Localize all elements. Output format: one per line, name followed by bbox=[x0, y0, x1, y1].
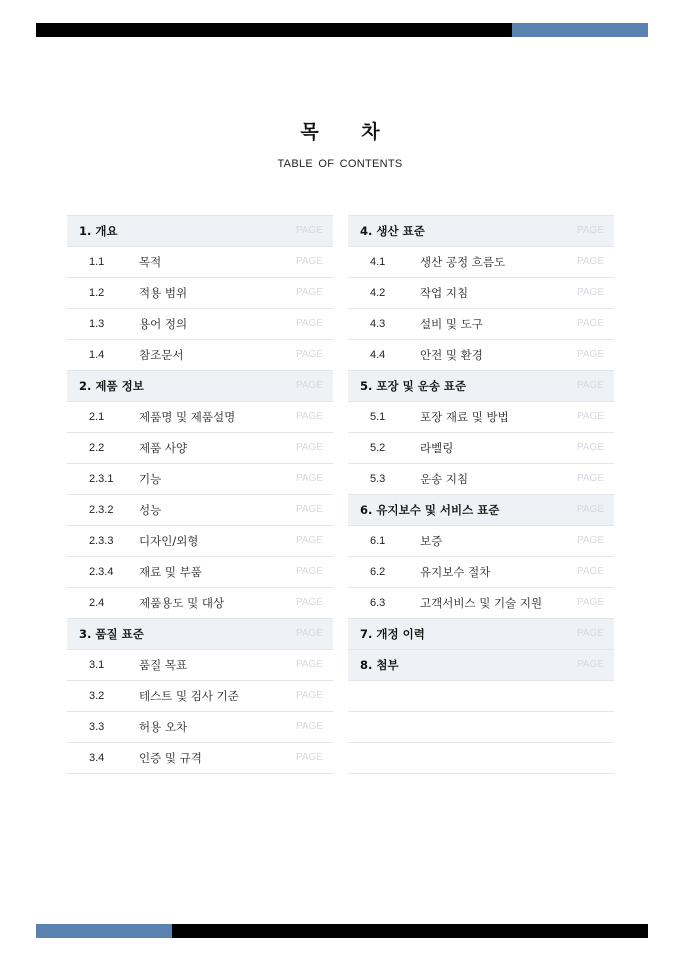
toc-section-title: 7. 개정 이력 bbox=[360, 627, 425, 641]
toc-section-row[interactable] bbox=[348, 495, 614, 526]
toc-page-placeholder: PAGE bbox=[576, 535, 604, 546]
toc-entry-number: 2.4 bbox=[89, 597, 105, 609]
toc-page-placeholder: PAGE bbox=[295, 287, 323, 298]
toc-page-placeholder: PAGE bbox=[576, 504, 604, 515]
toc-entry-number: 3.3 bbox=[89, 721, 105, 733]
toc-entry-title: 품질 목표 bbox=[139, 658, 188, 672]
toc-entry-number: 3.4 bbox=[89, 752, 105, 764]
toc-page-placeholder: PAGE bbox=[576, 318, 604, 329]
toc-page-placeholder: PAGE bbox=[295, 690, 323, 701]
toc-page-placeholder: PAGE bbox=[576, 659, 604, 670]
toc-entry-row[interactable] bbox=[67, 433, 333, 464]
toc-page-placeholder: PAGE bbox=[295, 473, 323, 484]
toc-entry-number: 2.1 bbox=[89, 411, 105, 423]
toc-entry-title: 생산 공정 흐름도 bbox=[420, 255, 506, 269]
toc-page-placeholder: PAGE bbox=[295, 380, 323, 391]
toc-entry-row[interactable] bbox=[67, 247, 333, 278]
toc-section-row[interactable] bbox=[348, 215, 614, 247]
toc-page-placeholder: PAGE bbox=[295, 349, 323, 360]
toc-section-row[interactable] bbox=[67, 215, 333, 247]
toc-section-title: 2. 제품 정보 bbox=[79, 379, 144, 393]
toc-page-placeholder: PAGE bbox=[576, 411, 604, 422]
toc-entry-number: 2.2 bbox=[89, 442, 105, 454]
toc-entry-row[interactable] bbox=[67, 340, 333, 371]
toc-entry-number: 6.1 bbox=[370, 535, 386, 547]
toc-page-placeholder: PAGE bbox=[295, 442, 323, 453]
toc-entry-number: 4.4 bbox=[370, 349, 386, 361]
toc-entry-number: 4.1 bbox=[370, 256, 386, 268]
footer-bar-black bbox=[172, 924, 648, 938]
toc-entry-title: 제품용도 및 대상 bbox=[139, 596, 225, 610]
toc-page-placeholder: PAGE bbox=[295, 566, 323, 577]
toc-entry-number: 1.4 bbox=[89, 349, 105, 361]
toc-entry-title: 성능 bbox=[139, 503, 162, 517]
toc-page-placeholder: PAGE bbox=[295, 318, 323, 329]
header-bar-blue bbox=[512, 23, 648, 37]
toc-entry-number: 2.3.2 bbox=[89, 504, 114, 516]
toc-section-row[interactable] bbox=[348, 619, 614, 650]
toc-section-row[interactable] bbox=[67, 619, 333, 650]
footer-bar-blue bbox=[36, 924, 172, 938]
toc-entry-title: 제품명 및 제품설명 bbox=[139, 410, 236, 424]
toc-page-placeholder: PAGE bbox=[576, 566, 604, 577]
toc-right-column bbox=[348, 215, 614, 774]
toc-entry-number: 1.2 bbox=[89, 287, 105, 299]
toc-entry-row[interactable] bbox=[67, 681, 333, 712]
toc-entry-number: 2.3.3 bbox=[89, 535, 114, 547]
toc-entry-row[interactable] bbox=[67, 743, 333, 774]
toc-empty-row bbox=[348, 743, 614, 774]
toc-entry-number: 1.1 bbox=[89, 256, 105, 268]
page-subtitle: TABLE OF CONTENTS bbox=[277, 158, 403, 170]
toc-entry-row[interactable] bbox=[67, 278, 333, 309]
toc-empty-row bbox=[348, 681, 614, 712]
toc-section-row[interactable] bbox=[67, 371, 333, 402]
toc-entry-row[interactable] bbox=[67, 464, 333, 495]
toc-entry-row[interactable] bbox=[348, 278, 614, 309]
toc-entry-title: 목적 bbox=[139, 255, 162, 269]
toc-page-placeholder: PAGE bbox=[295, 721, 323, 732]
toc-page-placeholder: PAGE bbox=[295, 225, 323, 236]
toc-entry-row[interactable] bbox=[348, 526, 614, 557]
toc-entry-title: 적용 범위 bbox=[139, 286, 188, 300]
toc-entry-title: 작업 지침 bbox=[420, 286, 469, 300]
toc-page-placeholder: PAGE bbox=[295, 752, 323, 763]
toc-left-column bbox=[67, 215, 333, 774]
header-bar-black bbox=[36, 23, 512, 37]
toc-empty-row bbox=[348, 712, 614, 743]
toc-entry-number: 3.1 bbox=[89, 659, 105, 671]
toc-entry-title: 참조문서 bbox=[139, 348, 184, 362]
toc-entry-row[interactable] bbox=[67, 402, 333, 433]
toc-entry-number: 4.2 bbox=[370, 287, 386, 299]
toc-section-row[interactable] bbox=[348, 371, 614, 402]
toc-page-placeholder: PAGE bbox=[576, 225, 604, 236]
toc-page-placeholder: PAGE bbox=[295, 659, 323, 670]
toc-section-title: 8. 첨부 bbox=[360, 658, 399, 672]
toc-entry-title: 설비 및 도구 bbox=[420, 317, 483, 331]
toc-entry-row[interactable] bbox=[67, 588, 333, 619]
page-title: 목 차 bbox=[300, 121, 398, 143]
toc-entry-row[interactable] bbox=[348, 464, 614, 495]
toc-entry-title: 테스트 및 검사 기준 bbox=[139, 689, 239, 703]
toc-entry-row[interactable] bbox=[67, 309, 333, 340]
toc-page-placeholder: PAGE bbox=[295, 535, 323, 546]
toc-section-title: 4. 생산 표준 bbox=[360, 224, 425, 238]
toc-page-placeholder: PAGE bbox=[295, 504, 323, 515]
toc-entry-number: 2.3.1 bbox=[89, 473, 114, 485]
toc-entry-number: 5.1 bbox=[370, 411, 386, 423]
toc-entry-number: 5.3 bbox=[370, 473, 386, 485]
toc-section-title: 6. 유지보수 및 서비스 표준 bbox=[360, 503, 500, 517]
toc-entry-title: 디자인/외형 bbox=[139, 534, 199, 548]
toc-entry-number: 6.3 bbox=[370, 597, 386, 609]
toc-entry-number: 4.3 bbox=[370, 318, 386, 330]
toc-entry-row[interactable] bbox=[67, 557, 333, 588]
toc-entry-number: 5.2 bbox=[370, 442, 386, 454]
toc-page-placeholder: PAGE bbox=[576, 380, 604, 391]
toc-entry-title: 보증 bbox=[420, 534, 443, 548]
toc-entry-title: 인증 및 규격 bbox=[139, 751, 202, 765]
toc-entry-title: 유지보수 절차 bbox=[420, 565, 491, 579]
toc-section-row[interactable] bbox=[348, 650, 614, 681]
toc-entry-number: 2.3.4 bbox=[89, 566, 114, 578]
toc-page-placeholder: PAGE bbox=[576, 349, 604, 360]
toc-entry-row[interactable] bbox=[67, 526, 333, 557]
toc-page-placeholder: PAGE bbox=[576, 256, 604, 267]
toc-entry-row[interactable] bbox=[67, 495, 333, 526]
toc-entry-title: 포장 재료 및 방법 bbox=[420, 410, 509, 424]
toc-entry-number: 6.2 bbox=[370, 566, 386, 578]
toc-page-placeholder: PAGE bbox=[576, 473, 604, 484]
toc-entry-row[interactable] bbox=[67, 650, 333, 681]
toc-page-placeholder: PAGE bbox=[576, 442, 604, 453]
toc-entry-title: 재료 및 부품 bbox=[139, 565, 202, 579]
toc-entry-title: 고객서비스 및 기술 지원 bbox=[420, 596, 543, 610]
toc-page-placeholder: PAGE bbox=[295, 256, 323, 267]
toc-entry-row[interactable] bbox=[348, 433, 614, 464]
toc-entry-number: 1.3 bbox=[89, 318, 105, 330]
toc-entry-title: 운송 지침 bbox=[420, 472, 469, 486]
toc-section-title: 3. 품질 표준 bbox=[79, 627, 144, 641]
toc-entry-title: 라벨링 bbox=[420, 441, 454, 455]
toc-page-placeholder: PAGE bbox=[295, 597, 323, 608]
toc-page-placeholder: PAGE bbox=[295, 628, 323, 639]
toc-entry-row[interactable] bbox=[348, 247, 614, 278]
toc-entry-title: 허용 오차 bbox=[139, 720, 188, 734]
toc-entry-row[interactable] bbox=[348, 557, 614, 588]
toc-entry-row[interactable] bbox=[67, 712, 333, 743]
toc-section-title: 1. 개요 bbox=[79, 224, 118, 238]
toc-page-placeholder: PAGE bbox=[576, 287, 604, 298]
toc-entry-title: 용어 정의 bbox=[139, 317, 188, 331]
toc-entry-row[interactable] bbox=[348, 402, 614, 433]
toc-entry-number: 3.2 bbox=[89, 690, 105, 702]
toc-entry-title: 안전 및 환경 bbox=[420, 348, 483, 362]
toc-page-placeholder: PAGE bbox=[576, 628, 604, 639]
toc-entry-row[interactable] bbox=[348, 340, 614, 371]
toc-entry-title: 제품 사양 bbox=[139, 441, 188, 455]
toc-section-title: 5. 포장 및 운송 표준 bbox=[360, 379, 467, 393]
toc-page-placeholder: PAGE bbox=[295, 411, 323, 422]
toc-entry-row[interactable] bbox=[348, 588, 614, 619]
toc-entry-row[interactable] bbox=[348, 309, 614, 340]
toc-entry-title: 기능 bbox=[139, 472, 162, 486]
toc-page-placeholder: PAGE bbox=[576, 597, 604, 608]
